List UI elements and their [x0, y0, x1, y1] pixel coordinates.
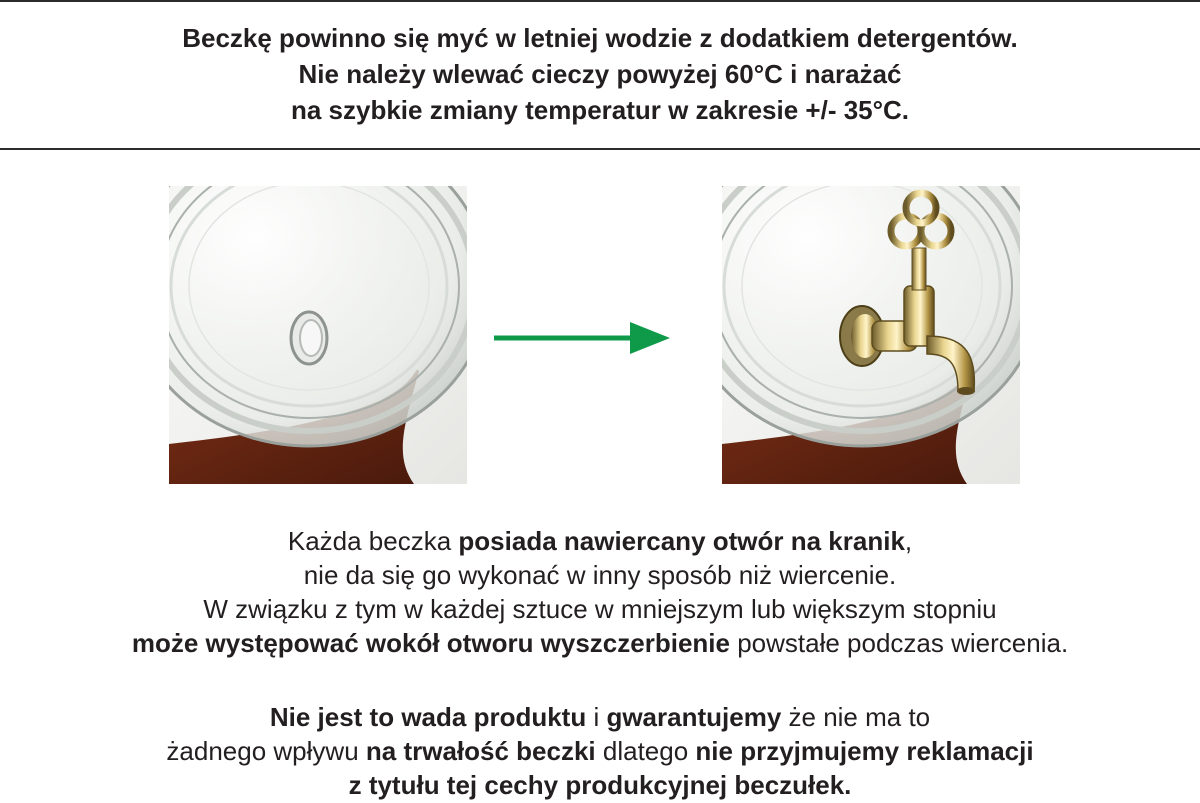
emphasis-text: z tytułu tej cechy produkcyjnej beczułek. [348, 770, 852, 800]
care-notice-line-3: na szybkie zmiany temperatur w zakresie +/- 35°C. [290, 95, 910, 125]
drilling-info-paragraph [0, 524, 1200, 660]
emphasis-text: posiada nawiercany otwór na kranik [458, 526, 905, 556]
text-segment: dlatego [595, 736, 696, 766]
drilling-info-line-3: W związku z tym w każdej sztuce w mniejszym lub większym stopniu [203, 594, 997, 624]
drilling-info-line-4 [0, 626, 1200, 660]
emphasis-text: na trwałość beczki [365, 736, 596, 766]
text-segment: że nie ma to [781, 702, 931, 732]
care-notice-line-2: Nie należy wlewać cieczy powyżej 60°C i narażać [298, 59, 902, 89]
right-arrow-icon [492, 318, 672, 358]
text-segment: Każda beczka [287, 526, 459, 556]
emphasis-text: gwarantujemy [606, 702, 782, 732]
barrel-with-golden-tap [722, 186, 1020, 484]
drilling-info-line-2: nie da się go wykonać w inny sposób niż wiercenie. [303, 560, 897, 590]
warranty-info-line-1 [0, 700, 1200, 734]
text-segment: żadnego wpływu [166, 736, 366, 766]
barrel-photo-without-tap [169, 186, 467, 484]
emphasis-text: Nie jest to wada produktu [269, 702, 587, 732]
section-divider [0, 148, 1200, 150]
text-segment: , [904, 526, 913, 556]
top-divider [0, 0, 1200, 2]
emphasis-text: może występować wokół otworu wyszczerbienie [131, 628, 730, 658]
warranty-info-line-3 [0, 768, 1200, 802]
care-notice [0, 20, 1200, 128]
text-segment: i [586, 702, 607, 732]
warranty-info-line-2 [0, 734, 1200, 768]
text-segment: powstałe podczas wiercenia. [729, 628, 1069, 658]
barrel-photo-with-tap [722, 186, 1020, 484]
warranty-info-paragraph [0, 700, 1200, 802]
emphasis-text: nie przyjmujemy reklamacji [695, 736, 1034, 766]
care-notice-line-1: Beczkę powinno się myć w letniej wodzie z dodatkiem detergentów. [182, 23, 1018, 53]
barrel-without-tap [169, 186, 467, 484]
drilling-info-line-1 [0, 524, 1200, 558]
